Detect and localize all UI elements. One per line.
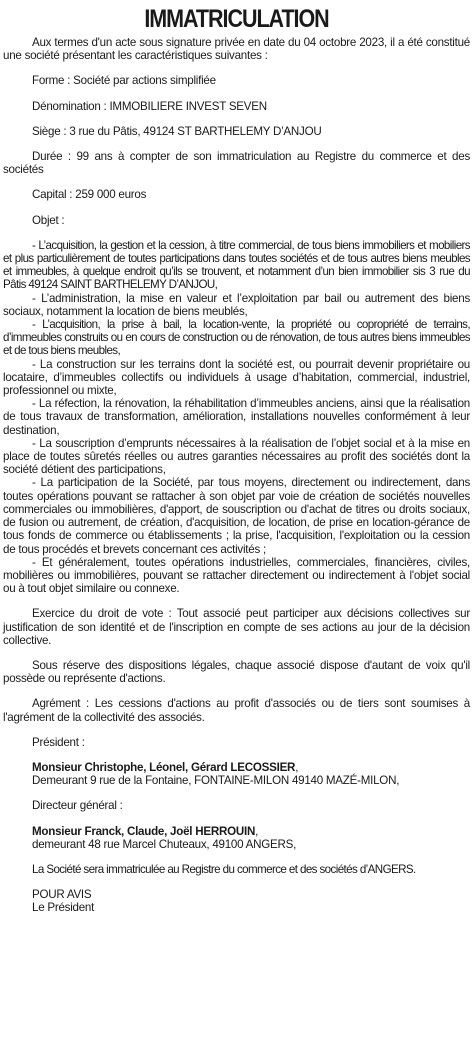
denomination-line: Dénomination : IMMOBILIERE INVEST SEVEN <box>32 99 267 113</box>
agrement-paragraph: Agrément : Les cessions d'actions au profit d'associés ou de tiers sont soumises à l'agrément de la collectivité des associés. <box>3 697 470 724</box>
objet-label: Objet : <box>32 213 65 227</box>
reserve-paragraph: Sous réserve des dispositions légales, chaque associé dispose d'autant de voix qu'il possède ou représente d'actions. <box>3 658 470 686</box>
dg-label: Directeur général : <box>32 799 123 813</box>
objet-item: - L’acquisition, la prise à bail, la location-vente, la propriété ou copropriété de terrains, d’immeubles construits ou en cours de construction ou de rénovation, de tous autres biens immeubles et de tous biens meubles, <box>3 318 470 358</box>
objet-item: - Et généralement, toutes opérations industrielles, commerciales, financières, civiles, mobilières ou immobilières, pouvant se rattacher directement ou indirectement à l'objet social ou à tout objet similaire ou connexe. <box>3 555 470 596</box>
president-name-suffix: , <box>295 760 299 774</box>
intro-paragraph: Aux termes d'un acte sous signature privée en date du 04 octobre 2023, il a été constitué une société présentant les caractéristiques suivantes : <box>3 36 470 63</box>
dg-address: demeurant 48 rue Marcel Chuteaux, 49100 ANGERS, <box>32 837 297 851</box>
objet-item: - La réfection, la rénovation, la réhabilitation d’immeubles anciens, ainsi que la réalisation de tous travaux de transformation, amélioration, installations nouvelles conformément à leur destination, <box>3 397 470 437</box>
dg-name-suffix: , <box>255 824 259 838</box>
pour-avis: POUR AVIS <box>32 888 92 902</box>
forme-line: Forme : Société par actions simplifiée <box>32 74 216 88</box>
objet-item: - La participation de la Société, par tous moyens, directement ou indirectement, dans toutes opérations pouvant se rattacher à son objet par voie de création de sociétés nouvelles commerciales ou immobilières, d'apport, de souscription ou d'achat de titres ou droits sociaux, de fusion ou autrement, de création, d'acquisition, de location, de prise en location-gérance de tous fonds de commerce ou établissements ; la prise, l'acquisition, l'exploitation ou la cession de tous procédés et brevets concernant ces activités ; <box>3 476 470 556</box>
capital-line: Capital : 259 000 euros <box>32 188 147 202</box>
objet-item: - La souscription d’emprunts nécessaires à la réalisation de l’objet social et à la mise en place de toutes sûretés réelles ou autres garanties nécessaires au profit des sociétés dont la société détient des participations, <box>3 436 470 477</box>
president-label: Président : <box>32 735 85 749</box>
siege-line: Siège : 3 rue du Pâtis, 49124 ST BARTHELEMY D’ANJOU <box>32 124 322 138</box>
objet-item: - L’acquisition, la gestion et la cession, à titre commercial, de tous biens immobiliers et mobiliers et plus particulièrement de toutes participations dans toutes sociétés et de tous autres biens meubles et immeubles, à quelque endroit qu’ils se trouvent, et notamment d’un bien immobilier sis 3 rue du Pâtis 49124 SAINT BARTHELEMY D’ANJOU, <box>3 238 470 292</box>
duree-line: Durée : 99 ans à compter de son immatriculation au Registre du commerce et des sociétés <box>3 150 470 177</box>
signature: Le Président <box>32 901 95 915</box>
president-address: Demeurant 9 rue de la Fontaine, FONTAINE-MILON 49140 MAZÉ-MILON, <box>32 774 400 788</box>
dg-name-line <box>3 825 470 838</box>
objet-item: - L’administration, la mise en valeur et l’exploitation par bail ou autrement des biens sociaux, notamment la location de biens meublés, <box>3 291 470 318</box>
president-name: Monsieur Christophe, Léonel, Gérard LECOSSIER <box>32 760 296 774</box>
president-name-line <box>3 761 470 774</box>
dg-name: Monsieur Franck, Claude, Joël HERROUIN <box>32 824 256 838</box>
objet-item: - La construction sur les terrains dont la société est, ou pourrait devenir propriétaire ou locataire, d’immeubles collectifs ou individuels à usage d’habitation, commercial, industriel, professionnel ou mixte, <box>3 357 470 398</box>
notice-title: IMMATRICULATION <box>144 5 329 33</box>
rcs-paragraph: La Société sera immatriculée au Registre du commerce et des sociétés d’ANGERS. <box>32 862 416 876</box>
vote-paragraph: Exercice du droit de vote : Tout associé peut participer aux décisions collectives sur justification de son identité et de l'inscription en compte de ses actions au jour de la décision collective. <box>3 607 470 647</box>
